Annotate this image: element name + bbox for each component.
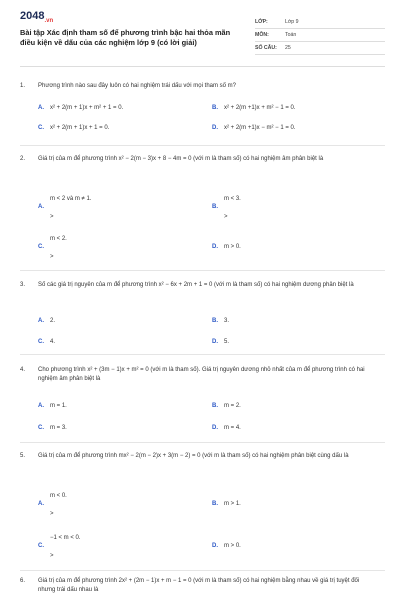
question-separator: [20, 145, 385, 146]
question-separator: [20, 570, 385, 571]
site-logo[interactable]: $2048_{.vn}$: [20, 10, 54, 25]
question-2: 2. Giá trị của m để phương trình x² − 2(m − 3)x + 8 − 4m = 0 (với m là tham số) có hai nghiệm âm phân biệt là A. m < 2 và m ≠ 1. > B. m < 3. > C. m < 2. > D. m > 0.: [20, 155, 385, 265]
question-text: Số các giá trị nguyên của m để phương trình x² − 6x + 2m + 1 = 0 (với m là tham số) có hai nghiệm dương phân biệt là: [38, 282, 354, 288]
header: [20, 10, 385, 60]
meta-row-class: LỚP: Lớp 9: [255, 16, 385, 29]
question-separator: [20, 270, 385, 271]
meta-row-subject: MÔN: Toán: [255, 29, 385, 42]
question-text: Phương trình nào sau đây luôn có hai nghiệm trái dấu với mọi tham số m?: [38, 83, 236, 89]
question-separator: [20, 354, 385, 355]
question-3: 3. Số các giá trị nguyên của m để phương trình x² − 6x + 2m + 1 = 0 (với m là tham số) có hai nghiệm dương phân biệt là A. 2. B. 3. C. 4. D. 5.: [20, 281, 385, 351]
question-6: 6. Giá trị của m để phương trình 2x² + (2m − 1)x + m − 1 = 0 (với m là tham số) có hai nghiệm bằng nhau về giá trị tuyệt đối nhưng trái dấu nhau là: [20, 577, 385, 599]
meta-row-count: SỐ CÂU: 25: [255, 42, 385, 55]
question-5: 5. Giá trị của m để phương trình mx² − 2(m − 2)x + 3(m − 2) = 0 (với m là tham số) có hai nghiệm phân biệt cùng dấu là A. m < 0. > B. m > 1. C. −1 < m < 0. > D. m > 0.: [20, 452, 385, 567]
question-text: Cho phương trình x² + (3m − 1)x + m² = 0 (với m là tham số). Giá trị nguyên dương nhỏ nhất của m để phương trình có hai nghiệm âm phân biệt là: [38, 367, 365, 382]
question-separator: [20, 442, 385, 443]
question-4: 4. Cho phương trình x² + (3m − 1)x + m² = 0 (với m là tham số). Giá trị nguyên dương nhỏ nhất của m để phương trình có hai nghiệm âm phân biệt là A. m = 1. B. m = 2. C. m = 3. D. m = 4.: [20, 366, 385, 438]
question-text: Giá trị của m để phương trình 2x² + (2m − 1)x + m − 1 = 0 (với m là tham số) có hai nghiệm bằng nhau về giá trị tuyệt đối nhưng trái dấu nhau là: [38, 578, 360, 593]
header-divider: [20, 66, 385, 67]
meta-box: [255, 16, 385, 55]
question-1: 1. Phương trình nào sau đây luôn có hai nghiệm trái dấu với mọi tham số m? A. x² + 2(m + 1)x + m² + 1 = 0. B. x² + 2(m +1)x + m² − 1 = 0. C. x² + 2(m + 1)x + 1 = 0. D. x² + 2(m +1)x − m² − 1 = 0.: [20, 82, 385, 142]
question-text: Giá trị của m để phương trình x² − 2(m − 3)x + 8 − 4m = 0 (với m là tham số) có hai nghiệm âm phân biệt là: [38, 156, 324, 162]
question-text: Giá trị của m để phương trình mx² − 2(m − 2)x + 3(m − 2) = 0 (với m là tham số) có hai nghiệm phân biệt cùng dấu là: [38, 453, 349, 459]
page-title: Bài tập Xác định tham số để phương trình bậc hai thỏa mãn điều kiện về dấu của các nghiệm lớp 9 (có lời giải): [20, 28, 231, 47]
